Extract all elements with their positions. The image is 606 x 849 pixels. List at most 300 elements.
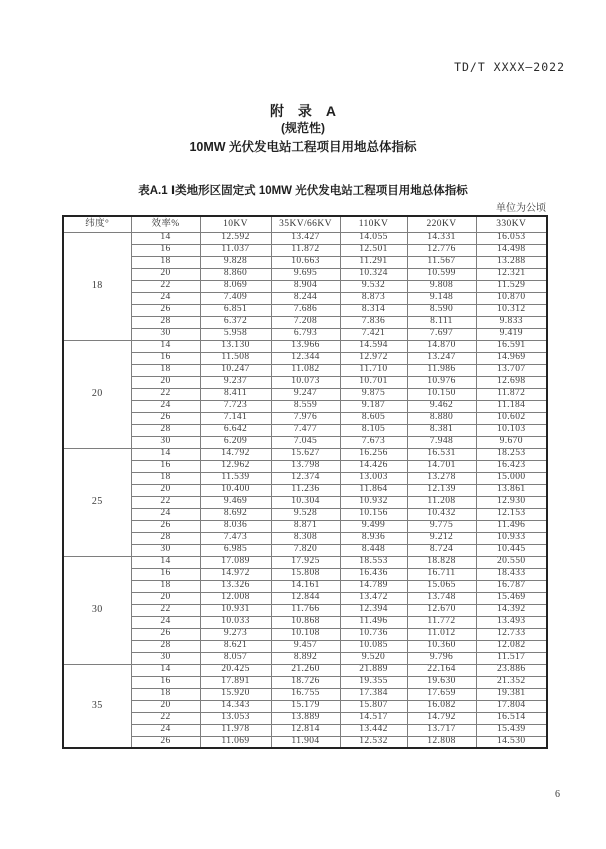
efficiency-cell: 14 <box>131 232 200 244</box>
value-cell: 10.736 <box>340 628 407 640</box>
value-cell: 7.141 <box>200 412 271 424</box>
value-cell: 12.808 <box>407 736 476 748</box>
value-cell: 13.966 <box>271 340 340 352</box>
value-cell: 9.670 <box>476 436 547 448</box>
efficiency-cell: 14 <box>131 448 200 460</box>
value-cell: 11.904 <box>271 736 340 748</box>
value-cell: 13.472 <box>340 592 407 604</box>
value-cell: 8.892 <box>271 652 340 664</box>
value-cell: 9.469 <box>200 496 271 508</box>
value-cell: 10.701 <box>340 376 407 388</box>
value-cell: 17.925 <box>271 556 340 568</box>
table-row <box>63 700 547 712</box>
value-cell: 6.985 <box>200 544 271 556</box>
table-row <box>63 532 547 544</box>
efficiency-cell: 14 <box>131 556 200 568</box>
value-cell: 10.400 <box>200 484 271 496</box>
value-cell: 12.374 <box>271 472 340 484</box>
efficiency-cell: 26 <box>131 520 200 532</box>
value-cell: 11.082 <box>271 364 340 376</box>
column-header-220kv: 220KV <box>407 216 476 232</box>
value-cell: 8.724 <box>407 544 476 556</box>
value-cell: 14.972 <box>200 568 271 580</box>
value-cell: 9.457 <box>271 640 340 652</box>
latitude-cell: 20 <box>63 340 131 448</box>
value-cell: 13.442 <box>340 724 407 736</box>
value-cell: 8.069 <box>200 280 271 292</box>
value-cell: 12.776 <box>407 244 476 256</box>
table-row <box>63 652 547 664</box>
value-cell: 13.707 <box>476 364 547 376</box>
efficiency-cell: 16 <box>131 352 200 364</box>
value-cell: 20.550 <box>476 556 547 568</box>
value-cell: 13.748 <box>407 592 476 604</box>
value-cell: 11.529 <box>476 280 547 292</box>
value-cell: 11.567 <box>407 256 476 268</box>
value-cell: 15.808 <box>271 568 340 580</box>
table-row <box>63 592 547 604</box>
efficiency-cell: 24 <box>131 400 200 412</box>
efficiency-cell: 18 <box>131 364 200 376</box>
table-row <box>63 388 547 400</box>
value-cell: 9.148 <box>407 292 476 304</box>
column-header-10kv: 10KV <box>200 216 271 232</box>
appendix-heading: 10MW 光伏发电站工程项目用地总体指标 <box>189 140 417 154</box>
table-row <box>63 628 547 640</box>
column-header-35kv-66kv: 35KV/66KV <box>271 216 340 232</box>
value-cell: 18.433 <box>476 568 547 580</box>
value-cell: 12.698 <box>476 376 547 388</box>
efficiency-cell: 28 <box>131 316 200 328</box>
value-cell: 8.871 <box>271 520 340 532</box>
value-cell: 8.308 <box>271 532 340 544</box>
value-cell: 12.814 <box>271 724 340 736</box>
value-cell: 13.861 <box>476 484 547 496</box>
value-cell: 15.439 <box>476 724 547 736</box>
value-cell: 8.381 <box>407 424 476 436</box>
value-cell: 13.053 <box>200 712 271 724</box>
value-cell: 15.807 <box>340 700 407 712</box>
value-cell: 21.352 <box>476 676 547 688</box>
value-cell: 12.733 <box>476 628 547 640</box>
value-cell: 11.496 <box>340 616 407 628</box>
value-cell: 14.701 <box>407 460 476 472</box>
efficiency-cell: 28 <box>131 640 200 652</box>
value-cell: 11.766 <box>271 604 340 616</box>
efficiency-cell: 16 <box>131 244 200 256</box>
table-row <box>63 688 547 700</box>
column-header-efficiency: 效率% <box>131 216 200 232</box>
value-cell: 9.462 <box>407 400 476 412</box>
column-header-latitude: 纬度° <box>63 216 131 232</box>
value-cell: 10.445 <box>476 544 547 556</box>
value-cell: 9.273 <box>200 628 271 640</box>
table-row <box>63 724 547 736</box>
value-cell: 22.164 <box>407 664 476 676</box>
value-cell: 23.886 <box>476 664 547 676</box>
value-cell: 14.870 <box>407 340 476 352</box>
value-cell: 13.326 <box>200 580 271 592</box>
value-cell: 10.304 <box>271 496 340 508</box>
value-cell: 12.501 <box>340 244 407 256</box>
table-row <box>63 364 547 376</box>
efficiency-cell: 26 <box>131 304 200 316</box>
value-cell: 15.627 <box>271 448 340 460</box>
value-cell: 17.089 <box>200 556 271 568</box>
value-cell: 7.409 <box>200 292 271 304</box>
table-row <box>63 616 547 628</box>
value-cell: 8.904 <box>271 280 340 292</box>
value-cell: 11.872 <box>271 244 340 256</box>
efficiency-cell: 30 <box>131 328 200 340</box>
value-cell: 11.208 <box>407 496 476 508</box>
table-row <box>63 376 547 388</box>
value-cell: 18.828 <box>407 556 476 568</box>
value-cell: 13.798 <box>271 460 340 472</box>
value-cell: 11.508 <box>200 352 271 364</box>
value-cell: 8.111 <box>407 316 476 328</box>
value-cell: 10.931 <box>200 604 271 616</box>
table-row <box>63 340 547 352</box>
value-cell: 6.851 <box>200 304 271 316</box>
value-cell: 8.605 <box>340 412 407 424</box>
value-cell: 10.663 <box>271 256 340 268</box>
value-cell: 18.553 <box>340 556 407 568</box>
value-cell: 10.247 <box>200 364 271 376</box>
value-cell: 14.969 <box>476 352 547 364</box>
value-cell: 12.394 <box>340 604 407 616</box>
value-cell: 7.948 <box>407 436 476 448</box>
value-cell: 12.139 <box>407 484 476 496</box>
value-cell: 10.073 <box>271 376 340 388</box>
latitude-cell: 25 <box>63 448 131 556</box>
value-cell: 14.161 <box>271 580 340 592</box>
value-cell: 13.717 <box>407 724 476 736</box>
value-cell: 12.670 <box>407 604 476 616</box>
efficiency-cell: 18 <box>131 580 200 592</box>
table-row <box>63 664 547 676</box>
value-cell: 11.069 <box>200 736 271 748</box>
efficiency-cell: 14 <box>131 340 200 352</box>
value-cell: 18.726 <box>271 676 340 688</box>
efficiency-cell: 20 <box>131 268 200 280</box>
value-cell: 11.236 <box>271 484 340 496</box>
value-cell: 11.872 <box>476 388 547 400</box>
table-header-row <box>63 216 547 232</box>
value-cell: 10.085 <box>340 640 407 652</box>
table-row <box>63 640 547 652</box>
page-number: 6 <box>555 789 560 800</box>
value-cell: 9.775 <box>407 520 476 532</box>
value-cell: 16.787 <box>476 580 547 592</box>
value-cell: 10.932 <box>340 496 407 508</box>
value-cell: 10.933 <box>476 532 547 544</box>
value-cell: 10.033 <box>200 616 271 628</box>
efficiency-cell: 22 <box>131 496 200 508</box>
table-row <box>63 412 547 424</box>
efficiency-cell: 26 <box>131 628 200 640</box>
table-row <box>63 568 547 580</box>
value-cell: 13.288 <box>476 256 547 268</box>
value-cell: 13.247 <box>407 352 476 364</box>
table-row <box>63 556 547 568</box>
value-cell: 8.105 <box>340 424 407 436</box>
value-cell: 14.594 <box>340 340 407 352</box>
value-cell: 8.880 <box>407 412 476 424</box>
value-cell: 11.710 <box>340 364 407 376</box>
value-cell: 9.532 <box>340 280 407 292</box>
value-cell: 13.278 <box>407 472 476 484</box>
value-cell: 12.972 <box>340 352 407 364</box>
efficiency-cell: 16 <box>131 460 200 472</box>
value-cell: 9.499 <box>340 520 407 532</box>
value-cell: 14.792 <box>407 712 476 724</box>
value-cell: 8.873 <box>340 292 407 304</box>
value-cell: 8.590 <box>407 304 476 316</box>
value-cell: 15.179 <box>271 700 340 712</box>
value-cell: 15.065 <box>407 580 476 592</box>
value-cell: 14.498 <box>476 244 547 256</box>
indicator-table <box>62 215 548 749</box>
value-cell: 8.559 <box>271 400 340 412</box>
value-cell: 10.602 <box>476 412 547 424</box>
value-cell: 10.599 <box>407 268 476 280</box>
latitude-cell: 18 <box>63 232 131 340</box>
efficiency-cell: 20 <box>131 484 200 496</box>
value-cell: 12.592 <box>200 232 271 244</box>
column-header-110kv: 110KV <box>340 216 407 232</box>
latitude-cell: 30 <box>63 556 131 664</box>
value-cell: 7.673 <box>340 436 407 448</box>
value-cell: 9.520 <box>340 652 407 664</box>
table-row <box>63 736 547 748</box>
value-cell: 16.514 <box>476 712 547 724</box>
table-caption: 表A.1 Ⅰ类地形区固定式 10MW 光伏发电站工程项目用地总体指标 <box>138 185 468 197</box>
value-cell: 11.517 <box>476 652 547 664</box>
value-cell: 9.875 <box>340 388 407 400</box>
efficiency-cell: 20 <box>131 700 200 712</box>
table-row <box>63 424 547 436</box>
value-cell: 6.209 <box>200 436 271 448</box>
value-cell: 12.844 <box>271 592 340 604</box>
value-cell: 9.796 <box>407 652 476 664</box>
value-cell: 10.103 <box>476 424 547 436</box>
value-cell: 11.978 <box>200 724 271 736</box>
efficiency-cell: 30 <box>131 652 200 664</box>
table-row <box>63 280 547 292</box>
value-cell: 17.891 <box>200 676 271 688</box>
value-cell: 8.244 <box>271 292 340 304</box>
value-cell: 10.360 <box>407 640 476 652</box>
efficiency-cell: 18 <box>131 256 200 268</box>
value-cell: 5.958 <box>200 328 271 340</box>
value-cell: 12.344 <box>271 352 340 364</box>
efficiency-cell: 22 <box>131 604 200 616</box>
value-cell: 15.469 <box>476 592 547 604</box>
efficiency-cell: 18 <box>131 688 200 700</box>
value-cell: 10.156 <box>340 508 407 520</box>
value-cell: 8.448 <box>340 544 407 556</box>
value-cell: 10.976 <box>407 376 476 388</box>
value-cell: 8.036 <box>200 520 271 532</box>
value-cell: 12.532 <box>340 736 407 748</box>
value-cell: 14.426 <box>340 460 407 472</box>
value-cell: 8.314 <box>340 304 407 316</box>
efficiency-cell: 28 <box>131 424 200 436</box>
value-cell: 9.528 <box>271 508 340 520</box>
value-cell: 12.321 <box>476 268 547 280</box>
table-row <box>63 400 547 412</box>
value-cell: 10.108 <box>271 628 340 640</box>
value-cell: 15.920 <box>200 688 271 700</box>
value-cell: 14.055 <box>340 232 407 244</box>
value-cell: 12.008 <box>200 592 271 604</box>
value-cell: 17.384 <box>340 688 407 700</box>
table-row <box>63 436 547 448</box>
value-cell: 16.053 <box>476 232 547 244</box>
value-cell: 9.212 <box>407 532 476 544</box>
value-cell: 16.082 <box>407 700 476 712</box>
value-cell: 7.473 <box>200 532 271 544</box>
efficiency-cell: 22 <box>131 280 200 292</box>
efficiency-cell: 26 <box>131 412 200 424</box>
unit-note: 单位为公顷 <box>496 203 546 214</box>
efficiency-cell: 30 <box>131 436 200 448</box>
efficiency-cell: 22 <box>131 712 200 724</box>
value-cell: 13.493 <box>476 616 547 628</box>
value-cell: 14.517 <box>340 712 407 724</box>
value-cell: 14.343 <box>200 700 271 712</box>
value-cell: 11.291 <box>340 256 407 268</box>
value-cell: 16.436 <box>340 568 407 580</box>
value-cell: 7.045 <box>271 436 340 448</box>
table-row <box>63 448 547 460</box>
efficiency-cell: 14 <box>131 664 200 676</box>
efficiency-cell: 30 <box>131 544 200 556</box>
table-row <box>63 676 547 688</box>
table-row <box>63 232 547 244</box>
table-row <box>63 352 547 364</box>
value-cell: 17.659 <box>407 688 476 700</box>
table-row <box>63 460 547 472</box>
value-cell: 16.423 <box>476 460 547 472</box>
value-cell: 16.755 <box>271 688 340 700</box>
document-code: TD/T XXXX—2022 <box>454 60 565 74</box>
value-cell: 9.695 <box>271 268 340 280</box>
efficiency-cell: 22 <box>131 388 200 400</box>
value-cell: 17.804 <box>476 700 547 712</box>
table-row <box>63 304 547 316</box>
value-cell: 11.772 <box>407 616 476 628</box>
value-cell: 14.331 <box>407 232 476 244</box>
table-row <box>63 328 547 340</box>
value-cell: 10.432 <box>407 508 476 520</box>
value-cell: 7.686 <box>271 304 340 316</box>
value-cell: 13.427 <box>271 232 340 244</box>
table-row <box>63 508 547 520</box>
value-cell: 12.153 <box>476 508 547 520</box>
value-cell: 11.986 <box>407 364 476 376</box>
value-cell: 10.870 <box>476 292 547 304</box>
value-cell: 13.003 <box>340 472 407 484</box>
value-cell: 7.421 <box>340 328 407 340</box>
value-cell: 6.793 <box>271 328 340 340</box>
table-row <box>63 520 547 532</box>
value-cell: 20.425 <box>200 664 271 676</box>
value-cell: 18.253 <box>476 448 547 460</box>
value-cell: 16.256 <box>340 448 407 460</box>
value-cell: 7.820 <box>271 544 340 556</box>
value-cell: 6.372 <box>200 316 271 328</box>
value-cell: 7.723 <box>200 400 271 412</box>
table-row <box>63 544 547 556</box>
value-cell: 21.260 <box>271 664 340 676</box>
value-cell: 11.864 <box>340 484 407 496</box>
value-cell: 9.187 <box>340 400 407 412</box>
value-cell: 19.355 <box>340 676 407 688</box>
value-cell: 8.411 <box>200 388 271 400</box>
table-row <box>63 316 547 328</box>
value-cell: 9.237 <box>200 376 271 388</box>
efficiency-cell: 24 <box>131 724 200 736</box>
table-row <box>63 496 547 508</box>
value-cell: 12.962 <box>200 460 271 472</box>
value-cell: 7.477 <box>271 424 340 436</box>
table-row <box>63 292 547 304</box>
table-row <box>63 712 547 724</box>
appendix-subtitle: (规范性) <box>281 121 325 135</box>
value-cell: 11.496 <box>476 520 547 532</box>
value-cell: 9.833 <box>476 316 547 328</box>
value-cell: 21.889 <box>340 664 407 676</box>
table-row <box>63 244 547 256</box>
value-cell: 10.324 <box>340 268 407 280</box>
efficiency-cell: 18 <box>131 472 200 484</box>
efficiency-cell: 20 <box>131 376 200 388</box>
value-cell: 16.711 <box>407 568 476 580</box>
value-cell: 13.889 <box>271 712 340 724</box>
value-cell: 11.012 <box>407 628 476 640</box>
value-cell: 10.312 <box>476 304 547 316</box>
efficiency-cell: 28 <box>131 532 200 544</box>
value-cell: 9.419 <box>476 328 547 340</box>
table-row <box>63 604 547 616</box>
column-header-330kv: 330KV <box>476 216 547 232</box>
value-cell: 10.868 <box>271 616 340 628</box>
value-cell: 8.621 <box>200 640 271 652</box>
value-cell: 10.150 <box>407 388 476 400</box>
appendix-title: 附 录 A <box>270 103 336 119</box>
value-cell: 8.057 <box>200 652 271 664</box>
efficiency-cell: 26 <box>131 736 200 748</box>
value-cell: 16.591 <box>476 340 547 352</box>
efficiency-cell: 24 <box>131 292 200 304</box>
table-row <box>63 580 547 592</box>
value-cell: 12.930 <box>476 496 547 508</box>
value-cell: 14.792 <box>200 448 271 460</box>
value-cell: 7.836 <box>340 316 407 328</box>
efficiency-cell: 24 <box>131 616 200 628</box>
value-cell: 9.828 <box>200 256 271 268</box>
value-cell: 13.130 <box>200 340 271 352</box>
value-cell: 11.037 <box>200 244 271 256</box>
table-row <box>63 268 547 280</box>
table-row <box>63 484 547 496</box>
efficiency-cell: 16 <box>131 568 200 580</box>
value-cell: 12.082 <box>476 640 547 652</box>
value-cell: 15.000 <box>476 472 547 484</box>
value-cell: 19.381 <box>476 688 547 700</box>
